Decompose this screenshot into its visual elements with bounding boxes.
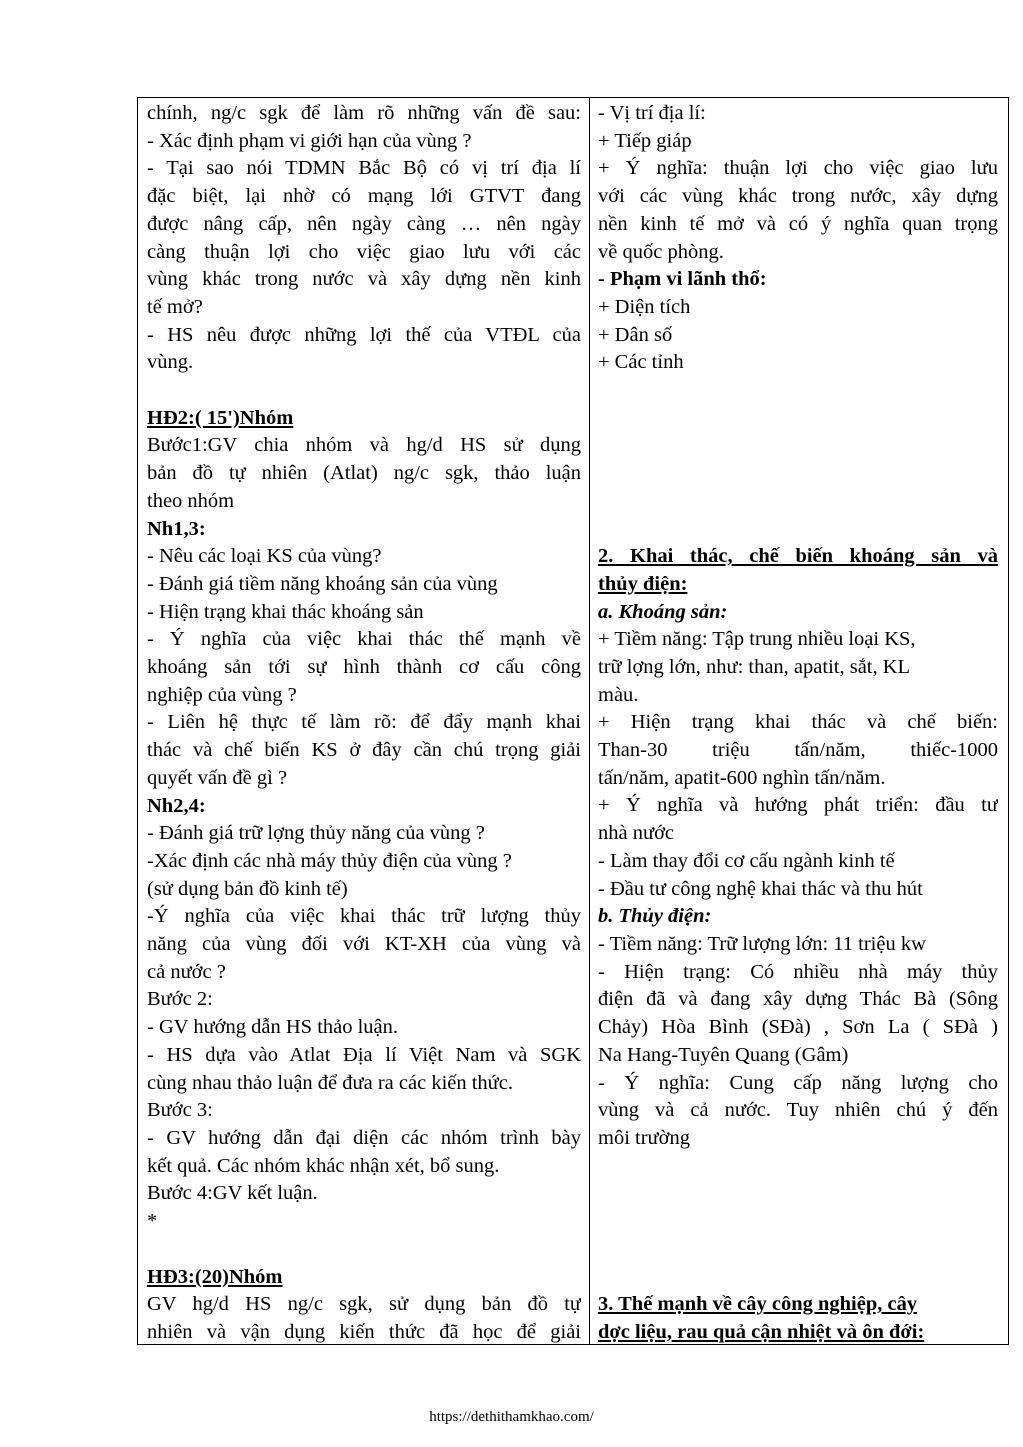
left-column-line: Nh2,4:	[147, 794, 206, 817]
left-column-line: Bước1:GV chia nhóm và hg/d HS sử dụng	[147, 434, 581, 457]
left-column-line: quyết vấn đề gì ?	[147, 766, 288, 789]
right-column-line: - Làm thay đổi cơ cấu ngành kinh tế	[598, 849, 895, 872]
right-column-line: 2. Khai thác, chế biến khoáng sản và	[598, 545, 998, 568]
right-column-line: - Vị trí địa lí:	[598, 102, 706, 124]
right-column-line: Na Hang-Tuyên Quang (Gâm)	[598, 1043, 849, 1066]
right-column-line	[598, 515, 998, 543]
left-column-line: - GV hướng dẫn đại diện các nhóm trình bày	[147, 1127, 581, 1149]
right-column-line: + Các tỉnh	[598, 351, 684, 374]
right-column-line	[598, 432, 998, 460]
left-column-line: -Xác định các nhà máy thủy điện của vùng ?	[147, 849, 512, 872]
left-column-line: GV hg/d HS ng/c sgk, sử dụng bản đồ tự	[147, 1293, 581, 1316]
right-column-line: + Hiện trạng khai thác và chế biến:	[598, 711, 998, 734]
left-column-line: - Nêu các loại KS của vùng?	[147, 545, 382, 568]
left-column-line: năng của vùng đối với KT-XH của vùng và	[147, 933, 581, 956]
right-column-line	[598, 1208, 998, 1236]
right-column-line: Than-30 triệu tấn/năm, thiếc-1000	[598, 739, 998, 762]
right-column-line: điện đã và đang xây dựng Thác Bà (Sông	[598, 988, 998, 1011]
left-column-line: vùng khác trong nước và xây dựng nền kinh	[147, 268, 581, 291]
left-column-line: - Liên hệ thực tế làm rõ: để đẩy mạnh khai	[147, 711, 581, 734]
right-column-line: tấn/năm, apatit-600 nghìn tấn/năm.	[598, 766, 886, 789]
left-column-line: HĐ2:( 15')Nhóm	[147, 406, 294, 429]
right-column-line: nền kinh tế mở và có ý nghĩa quan trọng	[598, 212, 998, 235]
left-column-line: kết quả. Các nhóm khác nhận xét, bổ sung.	[147, 1154, 500, 1177]
right-column-line: a. Khoáng sản:	[598, 600, 728, 623]
left-column-line: Nh1,3:	[147, 517, 206, 540]
activities-column	[138, 98, 590, 1344]
left-column-line: - Xác định phạm vi giới hạn của vùng ?	[147, 129, 472, 152]
right-column-line	[598, 1236, 998, 1264]
footer-url[interactable]: https://dethithamkhao.com/	[429, 1409, 594, 1425]
right-column-line: + Ý nghĩa và hướng phát triển: đầu tư	[598, 794, 998, 817]
right-column-line: - Hiện trạng: Có nhiều nhà máy thủy	[598, 960, 998, 983]
left-column-line: tế mở?	[147, 295, 203, 318]
left-column-line: nghiệp của vùng ?	[147, 683, 297, 706]
right-column-line: thủy điện:	[598, 572, 688, 595]
right-column-line: - Ý nghĩa: Cung cấp năng lượng cho	[598, 1071, 998, 1094]
left-column-line: - Đánh giá trữ lợng thủy năng của vùng ?	[147, 822, 485, 845]
left-column-line: -Ý nghĩa của việc khai thác trữ lượng thủy	[147, 905, 581, 928]
right-column-line: - Đầu tư công nghệ khai thác và thu hút	[598, 877, 923, 900]
left-column-line: vùng.	[147, 351, 194, 374]
left-column-line: - Hiện trạng khai thác khoáng sản	[147, 600, 424, 623]
right-column-line: 3. Thế mạnh về cây công nghiệp, cây	[598, 1293, 918, 1316]
left-column-line: Bước 2:	[147, 988, 213, 1011]
left-column-line: bản đồ tự nhiên (Atlat) ng/c sgk, thảo luận	[147, 462, 581, 485]
right-column-line: môi trường	[598, 1126, 690, 1149]
left-column-line: Bước 3:	[147, 1099, 213, 1122]
left-column-line: nhiên và vận dụng kiến thức đã học để giải	[147, 1320, 581, 1343]
left-column-line: Bước 4:GV kết luận.	[147, 1182, 318, 1205]
right-column-line: Chảy) Hòa Bình (SĐà) , Sơn La ( SĐà )	[598, 1016, 998, 1039]
content-table	[137, 97, 1009, 1345]
left-column-line: HĐ3:(20)Nhóm	[147, 1265, 283, 1288]
right-column-line	[598, 405, 998, 433]
right-column-line: vùng và cả nước. Tuy nhiên chú ý đến	[598, 1099, 998, 1122]
left-column-line: thác và chế biến KS ở đây cần chú trọng giải	[147, 739, 581, 762]
right-column-line: màu.	[598, 683, 639, 706]
right-column-line	[598, 1263, 998, 1291]
left-column-line: - Tại sao nói TDMN Bắc Bộ có vị trí địa lí	[147, 157, 581, 180]
left-column-line: - Đánh giá tiềm năng khoáng sản của vùng	[147, 572, 498, 595]
left-column-line: *	[147, 1210, 158, 1233]
content-column	[590, 98, 1008, 1344]
right-column-line: - Tiềm năng: Trữ lượng lớn: 11 triệu kw	[598, 933, 926, 955]
right-column-line	[598, 377, 998, 405]
right-column-line: nhà nước	[598, 822, 675, 845]
left-column-line: chính, ng/c sgk để làm rõ những vấn đề sau:	[147, 102, 581, 124]
right-column-line: + Diện tích	[598, 295, 691, 318]
left-column-line: đặc biệt, lại nhờ có mạng lới GTVT đang	[147, 185, 581, 208]
right-column-line	[598, 460, 998, 488]
right-column-line	[598, 1153, 998, 1181]
left-column-line: - HS nêu được những lợi thế của VTĐL của	[147, 323, 581, 346]
left-column-line: cùng nhau thảo luận để đưa ra các kiến thức.	[147, 1071, 514, 1094]
right-column-line	[598, 488, 998, 516]
left-column-line: càng thuận lợi cho việc giao lưu với các	[147, 240, 581, 263]
left-column-line: - Ý nghĩa của việc khai thác thế mạnh về	[147, 628, 581, 651]
right-column-line: + Tiềm năng: Tập trung nhiều loại KS,	[598, 628, 916, 651]
right-column-line: - Phạm vi lãnh thổ:	[598, 268, 767, 291]
left-column-line	[147, 377, 581, 405]
right-column-line: + Tiếp giáp	[598, 129, 692, 152]
left-column-line: - GV hướng dẫn HS thảo luận.	[147, 1016, 399, 1039]
left-column-line: - HS dựa vào Atlat Địa lí Việt Nam và SGK	[147, 1043, 581, 1066]
right-column-line: trữ lợng lớn, như: than, apatit, sắt, KL	[598, 655, 911, 678]
left-column-line: khoáng sản tới sự hình thành cơ cấu công	[147, 656, 581, 679]
right-column-line: + Dân số	[598, 323, 673, 346]
left-column-line: được nâng cấp, nên ngày càng … nên ngày	[147, 212, 581, 235]
right-column-line: về quốc phòng.	[598, 240, 724, 263]
right-column-line: với các vùng khác trong nước, xây dựng	[598, 185, 998, 208]
left-column-line	[147, 1236, 581, 1264]
left-column-line: theo nhóm	[147, 489, 235, 512]
right-column-line: b. Thủy điện:	[598, 905, 712, 928]
right-column-line: + Ý nghĩa: thuận lợi cho việc giao lưu	[598, 157, 998, 180]
right-column-line	[598, 1180, 998, 1208]
left-column-line: (sử dụng bản đồ kinh tế)	[147, 877, 348, 900]
right-column-line: dợc liệu, rau quả cận nhiệt và ôn đới:	[598, 1320, 925, 1343]
left-column-line: cả nước ?	[147, 960, 226, 983]
